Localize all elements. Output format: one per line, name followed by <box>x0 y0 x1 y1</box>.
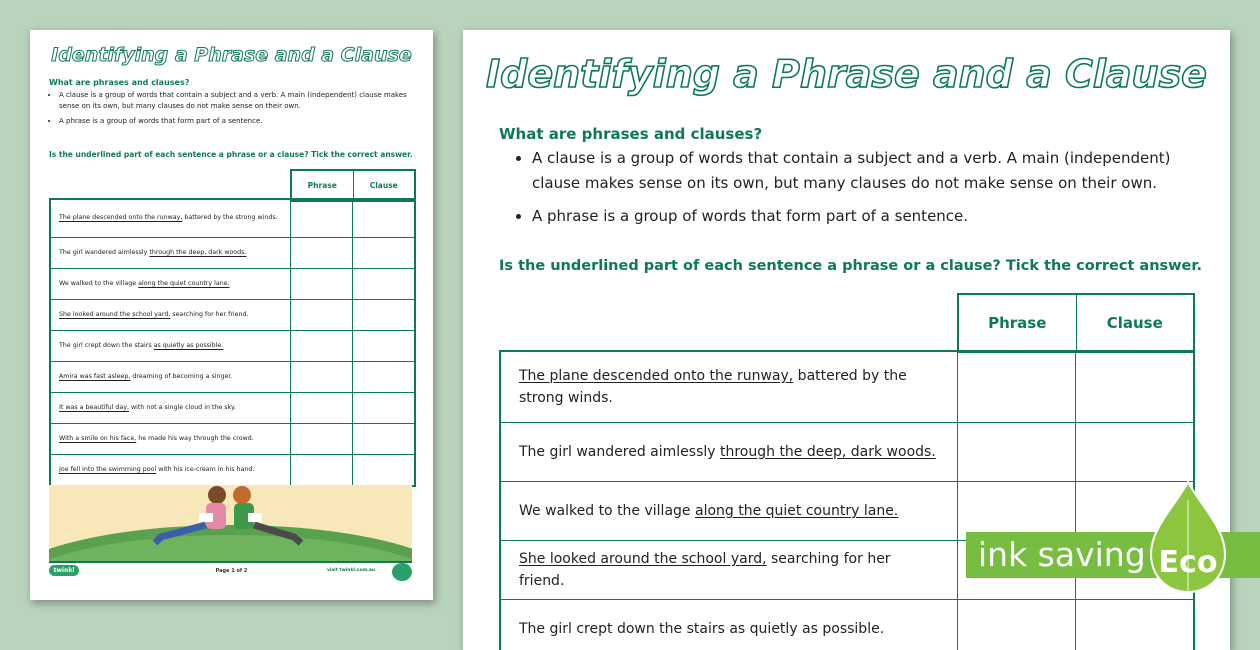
clause-tick-box[interactable] <box>352 455 414 485</box>
sentence <box>51 331 290 361</box>
sentence-row <box>51 238 414 269</box>
eco-badge-icon <box>392 563 412 581</box>
underlined-part: along the quiet country lane. <box>694 502 899 519</box>
twinkl-logo: twinkl <box>49 565 79 576</box>
eco-label: Eco <box>1158 545 1218 580</box>
clause-column-header: Clause <box>353 171 415 200</box>
section-heading-large: What are phrases and clauses? <box>499 125 763 143</box>
sentence-post: battered by the strong winds. <box>519 367 907 406</box>
sentence-text <box>59 373 232 382</box>
phrase-tick-box[interactable] <box>290 331 352 361</box>
underlined-part: With a smile on his face, <box>59 434 137 442</box>
children-reading-illustration <box>49 485 412 561</box>
sentence <box>51 393 290 423</box>
clause-tick-box[interactable] <box>352 200 414 237</box>
underlined-part: The plane descended onto the runway, <box>59 214 183 222</box>
sentence-row <box>51 362 414 393</box>
sentence-pre: We walked to the village <box>519 502 695 519</box>
phrase-tick-box[interactable] <box>957 352 1075 422</box>
sentence-text <box>519 441 936 463</box>
ink-saving-badge <box>966 480 1260 630</box>
sentence-text <box>59 311 249 320</box>
sentence <box>501 423 957 481</box>
sentence-post: with not a single cloud in the sky. <box>128 403 236 411</box>
underlined-part: as quietly as possible. <box>153 341 224 349</box>
clause-definition-large: • A clause is a group of words that contain a subject and a verb. A main (independent) clause makes sense on its own, but many clauses do not make sense on their own. <box>532 146 1192 196</box>
sentence <box>51 424 290 454</box>
phrase-definition-large: • A phrase is a group of words that form part of a sentence. <box>532 204 1192 229</box>
phrase-tick-box[interactable] <box>290 393 352 423</box>
footer-url: visit twinkl.com.au <box>327 568 376 573</box>
phrase-tick-box[interactable] <box>290 269 352 299</box>
clause-tick-box[interactable] <box>352 300 414 330</box>
sentence <box>51 362 290 392</box>
underlined-part: The plane descended onto the runway, <box>519 367 794 384</box>
phrase-definition: • A phrase is a group of words that form part of a sentence. <box>59 116 429 127</box>
sentence <box>51 269 290 299</box>
clause-tick-box[interactable] <box>1075 423 1193 481</box>
clause-tick-box[interactable] <box>352 393 414 423</box>
sentence-text <box>519 548 939 593</box>
underlined-part: along the quiet country lane. <box>138 279 230 287</box>
sentence <box>501 482 957 540</box>
sentence-post: searching for her friend. <box>519 550 891 589</box>
sentence <box>51 455 290 485</box>
sentence-post: battered by the strong winds. <box>182 214 278 222</box>
clause-tick-box[interactable] <box>352 424 414 454</box>
page-title-large: Identifying a Phrase and a Clause <box>486 52 1207 96</box>
clause-tick-box[interactable] <box>352 362 414 392</box>
sentence-row <box>51 393 414 424</box>
ink-saving-label: ink saving <box>978 535 1146 574</box>
sentence-pre: The girl crept down the stairs <box>59 341 154 349</box>
phrase-column-header: Phrase <box>307 181 337 190</box>
sentence-post: with his ice-cream in his hand. <box>156 465 255 473</box>
page-title: Identifying a Phrase and a Clause <box>51 44 412 66</box>
section-heading: What are phrases and clauses? <box>49 78 190 87</box>
underlined-part: She looked around the school yard, <box>59 310 171 318</box>
phrase-tick-box[interactable] <box>957 423 1075 481</box>
underlined-part: Joe fell into the swimming pool <box>59 465 157 473</box>
sentence-text <box>59 280 230 289</box>
sentence-text <box>519 365 939 410</box>
sentence <box>501 600 957 650</box>
sentence-post: he made his way through the crowd. <box>136 434 254 442</box>
underlined-part: Amira was fast asleep, <box>59 372 131 380</box>
sentence-pre: We walked to the village <box>59 279 139 287</box>
clause-tick-box[interactable] <box>1075 352 1193 422</box>
underlined-part: through the deep, dark woods. <box>719 443 936 460</box>
underlined-part: It was a beautiful day, <box>59 403 129 411</box>
sentence <box>51 200 290 237</box>
table-header-large <box>957 293 1195 353</box>
sentence-row <box>51 424 414 455</box>
sentence <box>501 352 957 422</box>
instruction-large: Is the underlined part of each sentence a phrase or a clause? Tick the correct answer. <box>499 258 1202 274</box>
sentence-pre: The girl wandered aimlessly <box>519 443 720 460</box>
sentence-text <box>519 618 884 640</box>
sentence-text <box>59 404 236 413</box>
clause-column-header-large: Clause <box>1076 295 1194 351</box>
sentence-post: dreaming of becoming a singer. <box>130 372 233 380</box>
worksheet-thumbnail <box>30 30 433 600</box>
sentence-row <box>51 331 414 362</box>
phrase-column-header-large: Phrase <box>988 314 1047 332</box>
sentence-row <box>51 200 414 238</box>
sentence-large-row <box>501 352 1193 423</box>
sentence-text <box>59 435 254 444</box>
phrase-tick-box[interactable] <box>290 200 352 237</box>
sentence-large-row <box>501 423 1193 482</box>
sentence <box>51 300 290 330</box>
phrase-tick-box[interactable] <box>290 424 352 454</box>
answer-table <box>49 198 416 487</box>
footer-divider <box>49 561 412 563</box>
phrase-tick-box[interactable] <box>290 238 352 268</box>
page-number: Page 1 of 2 <box>215 568 248 574</box>
underlined-part: through the deep, dark woods. <box>149 248 247 256</box>
sentence-text <box>59 214 278 223</box>
sentence-text <box>59 249 246 258</box>
definition-list <box>49 90 429 132</box>
phrase-tick-box[interactable] <box>290 300 352 330</box>
clause-tick-box[interactable] <box>352 269 414 299</box>
leaf-icon <box>1149 480 1227 598</box>
instruction: Is the underlined part of each sentence a phrase or a clause? Tick the correct answer. <box>49 150 413 159</box>
sentence <box>51 238 290 268</box>
definition-list-large <box>515 146 1192 236</box>
sentence-pre: The girl wandered aimlessly <box>59 248 150 256</box>
sentence-row <box>51 455 414 485</box>
sentence-row <box>51 300 414 331</box>
clause-tick-box[interactable] <box>352 238 414 268</box>
sentence-text <box>519 500 898 522</box>
phrase-tick-box[interactable] <box>290 455 352 485</box>
sentence-text <box>59 466 254 475</box>
clause-tick-box[interactable] <box>352 331 414 361</box>
sentence <box>501 541 957 599</box>
underlined-part: She looked around the school yard, <box>519 550 767 567</box>
sentence-pre: The girl crept down the stairs as quietly as possible. <box>519 620 885 637</box>
sentence-row <box>51 269 414 300</box>
sentence-post: searching for her friend. <box>170 310 249 318</box>
phrase-tick-box[interactable] <box>290 362 352 392</box>
clause-definition: • A clause is a group of words that contain a subject and a verb. A main (independent) clause makes sense on its own, but many clauses do not make sense on their own. <box>59 90 429 111</box>
sentence-text <box>59 342 223 351</box>
